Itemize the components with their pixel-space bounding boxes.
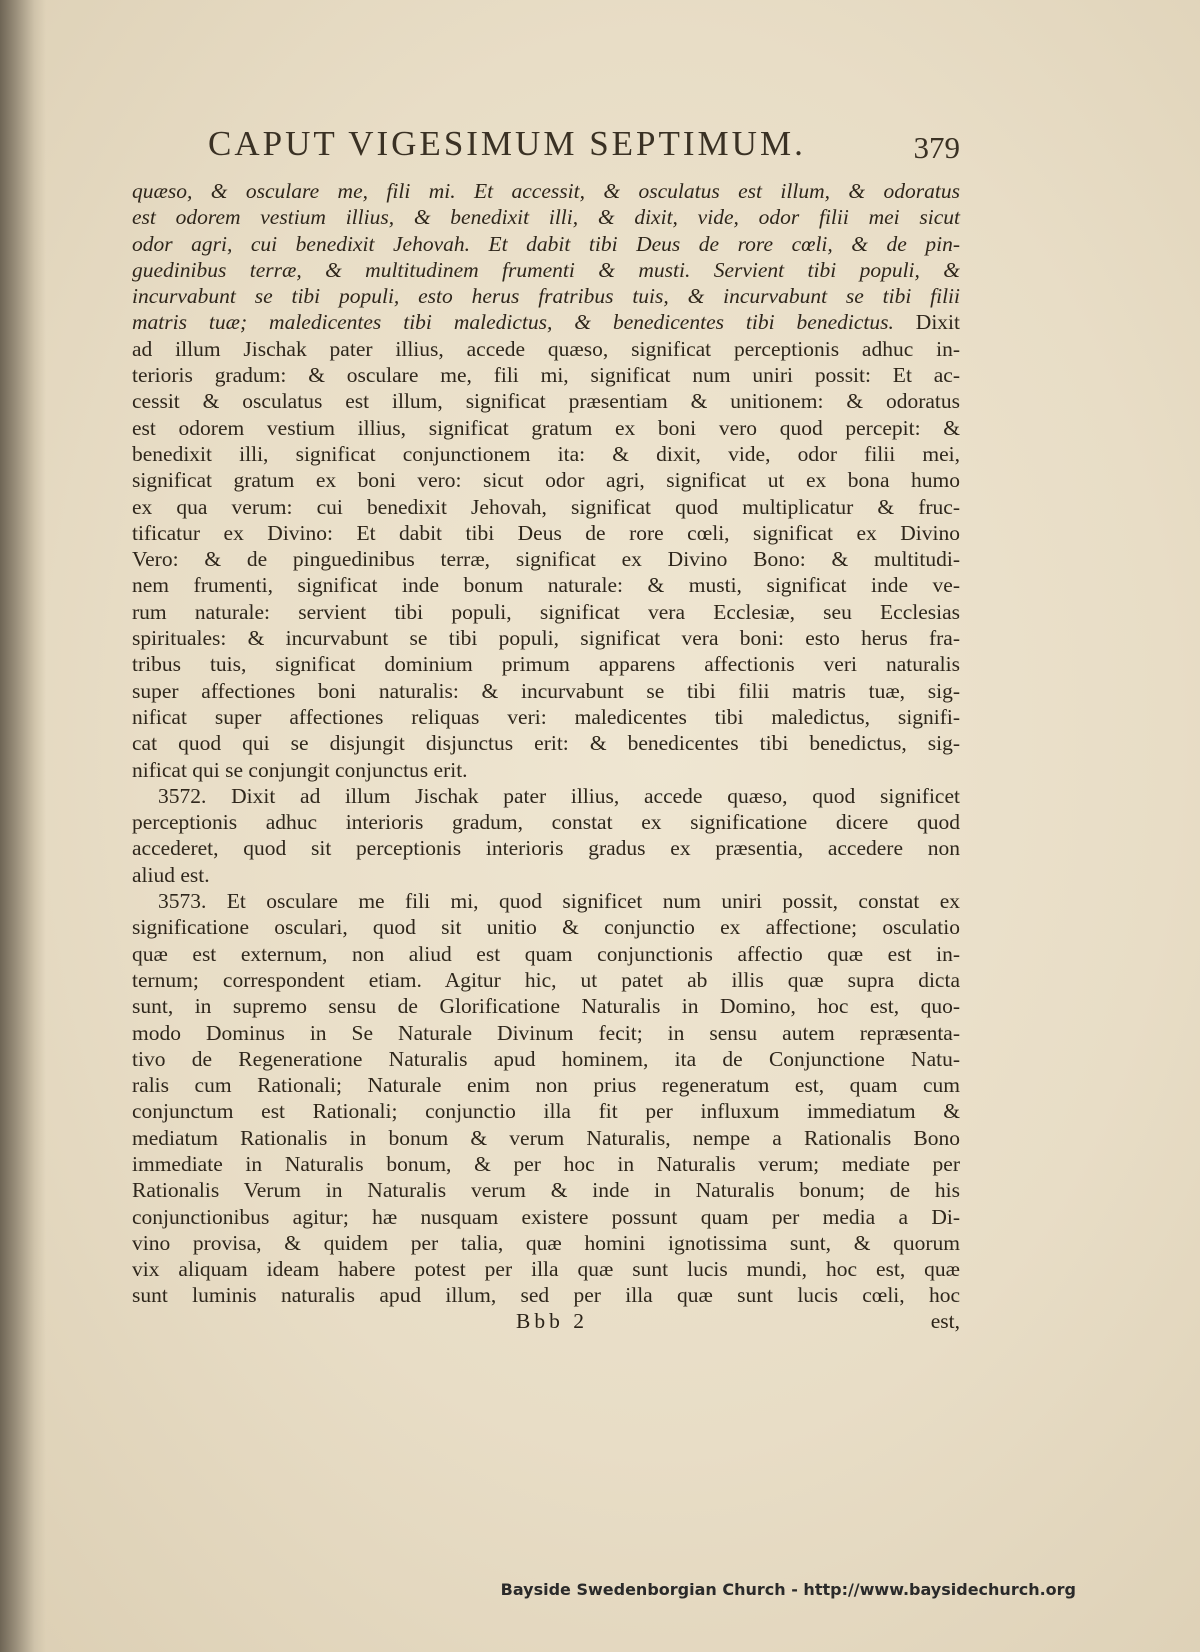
text-line: mediatum Rationalis in bonum & verum Naturalis, nempe a Rationalis Bono bbox=[132, 1125, 960, 1150]
text-line: tivo de Regeneratione Naturalis apud hominem, ita de Conjunctione Natu- bbox=[132, 1046, 960, 1071]
text-line: vino provisa, & quidem per talia, quæ homini ignotissima sunt, & quorum bbox=[132, 1230, 960, 1255]
body-text bbox=[132, 178, 960, 1309]
paragraph-exposition bbox=[132, 336, 960, 783]
paragraph-3572 bbox=[132, 783, 960, 888]
text-line: nem frumenti, significat inde bonum naturale: & musti, significat inde ve- bbox=[132, 573, 960, 598]
book-page bbox=[132, 118, 960, 1337]
text-line: vix aliquam ideam habere potest per illa quæ sunt lucis mundi, hoc est, quæ bbox=[132, 1257, 960, 1282]
text-line: 3572. Dixit ad illum Jischak pater illius, accede quæso, quod significet bbox=[158, 783, 960, 808]
paragraph-3573 bbox=[132, 888, 960, 1309]
text-line: tificatur ex Divino: Et dabit tibi Deus de rore cœli, significat ex Divino bbox=[132, 520, 960, 545]
text-line: guedinibus terræ, & multitudinem frumenti & musti. Servient tibi populi, & bbox=[132, 257, 960, 282]
text-line: est odorem vestium illius, significat gratum ex boni vero quod percepit: & bbox=[132, 415, 960, 440]
text-line: spirituales: & incurvabunt se tibi populi, significat vera boni: esto herus fra- bbox=[132, 626, 960, 651]
text-line: ralis cum Rationali; Naturale enim non prius regeneratum est, quam cum bbox=[132, 1073, 960, 1098]
text-line: perceptionis adhuc interioris gradum, constat ex significatione dicere quod bbox=[132, 810, 960, 835]
text-line: 3573. Et osculare me fili mi, quod significet num uniri possit, constat ex bbox=[158, 889, 960, 914]
text-line: aliud est. bbox=[132, 862, 210, 887]
text-line: ad illum Jischak pater illius, accede quæso, significat perceptionis adhuc in- bbox=[132, 336, 960, 361]
source-credit: Bayside Swedenborgian Church - http://www.baysidechurch.org bbox=[500, 1580, 1076, 1599]
text-line: Vero: & de pinguedinibus terræ, significat ex Divino Bono: & multitudi- bbox=[132, 547, 960, 572]
italic-quote bbox=[132, 178, 960, 336]
text-line: super affectiones boni naturalis: & incurvabunt se tibi filii matris tuæ, sig- bbox=[132, 678, 960, 703]
text-line: tribus tuis, significat dominium primum apparens affectionis veri naturalis bbox=[132, 652, 960, 677]
text-line: terioris gradum: & osculare me, fili mi, significat num uniri possit: Et ac- bbox=[132, 363, 960, 388]
text-line: quæ est externum, non aliud est quam conjunctionis affectio quæ est in- bbox=[132, 941, 960, 966]
text-line: nificat super affectiones reliquas veri: maledicentes tibi maledictus, signifi- bbox=[132, 704, 960, 729]
chapter-title: CAPUT VIGESIMUM SEPTIMUM. bbox=[208, 124, 806, 163]
text-line: cat quod qui se disjungit disjunctus erit: & benedicentes tibi benedictus, sig- bbox=[132, 731, 960, 756]
binding-shadow bbox=[0, 0, 46, 1652]
text-line-mixed bbox=[132, 309, 960, 335]
text-line: conjunctum est Rationali; conjunctio illa fit per influxum immediatum & bbox=[132, 1099, 960, 1124]
italic-segment: matris tuæ; maledicentes tibi maledictus, & benedicentes tibi benedictus. bbox=[132, 310, 894, 335]
signature-mark: Bbb 2 bbox=[516, 1308, 588, 1333]
catchword: est, bbox=[930, 1308, 960, 1333]
text-line: significatione osculari, quod sit unitio & conjunctio ex affectione; osculatio bbox=[132, 915, 960, 940]
text-line: benedixit illi, significat conjunctionem ita: & dixit, vide, odor filii mei, bbox=[132, 441, 960, 466]
text-line: conjunctionibus agitur; hæ nusquam existere possunt quam per media a Di- bbox=[132, 1204, 960, 1229]
text-line: rum naturale: servient tibi populi, significat vera Ecclesiæ, seu Ecclesias bbox=[132, 599, 960, 624]
text-line: incurvabunt se tibi populi, esto herus fratribus tuis, & incurvabunt se tibi filii bbox=[132, 284, 960, 309]
catchline bbox=[132, 1309, 960, 1337]
running-head bbox=[132, 118, 960, 178]
text-line: cessit & osculatus est illum, significat præsentiam & unitionem: & odoratus bbox=[132, 389, 960, 414]
text-line: ternum; correspondent etiam. Agitur hic, ut patet ab illis quæ supra dicta bbox=[132, 967, 960, 992]
roman-segment: Dixit bbox=[893, 310, 960, 335]
text-line: odor agri, cui benedixit Jehovah. Et dabit tibi Deus de rore cœli, & de pin- bbox=[132, 231, 960, 256]
text-line: accederet, quod sit perceptionis interioris gradus ex præsentia, accedere non bbox=[132, 836, 960, 861]
text-line: nificat qui se conjungit conjunctus erit. bbox=[132, 757, 468, 782]
text-line: sunt, in supremo sensu de Glorificatione Naturalis in Domino, hoc est, quo- bbox=[132, 994, 960, 1019]
page-number: 379 bbox=[913, 130, 960, 165]
text-line: immediate in Naturalis bonum, & per hoc in Naturalis verum; mediate per bbox=[132, 1151, 960, 1176]
text-line: significat gratum ex boni vero: sicut odor agri, significat ut ex bona humo bbox=[132, 468, 960, 493]
text-line: ex qua verum: cui benedixit Jehovah, significat quod multiplicatur & fruc- bbox=[132, 494, 960, 519]
text-line: est odorem vestium illius, & benedixit illi, & dixit, vide, odor filii mei sicut bbox=[132, 205, 960, 230]
text-line: Rationalis Verum in Naturalis verum & inde in Naturalis bonum; de his bbox=[132, 1178, 960, 1203]
text-line: quæso, & osculare me, fili mi. Et accessit, & osculatus est illum, & odoratus bbox=[132, 179, 960, 203]
text-line: sunt luminis naturalis apud illum, sed per illa quæ sunt lucis cœli, hoc bbox=[132, 1283, 960, 1308]
text-line: modo Dominus in Se Naturale Divinum fecit; in sensu autem repræsenta- bbox=[132, 1020, 960, 1045]
